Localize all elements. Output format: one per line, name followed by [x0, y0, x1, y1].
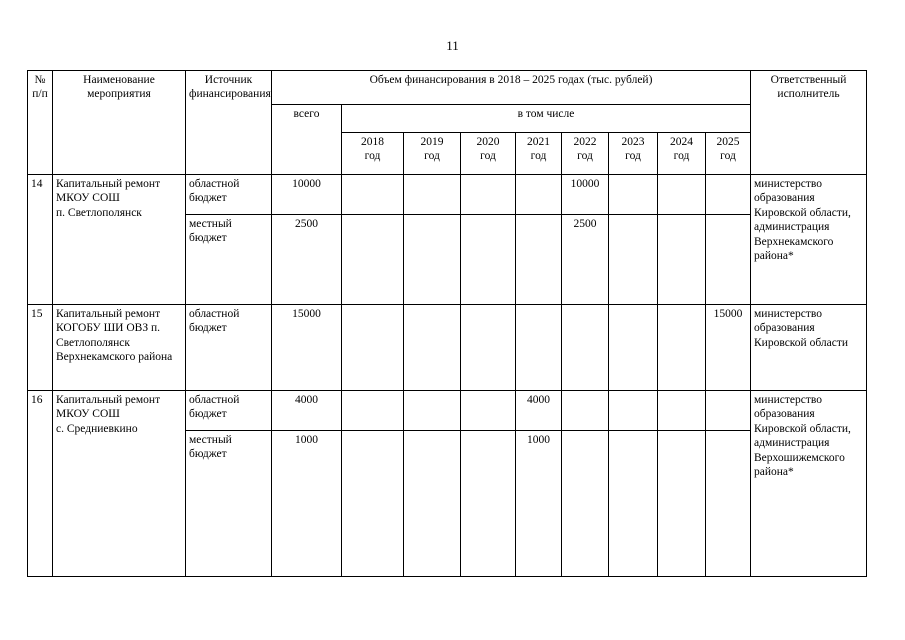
total-amount: 10000	[272, 175, 342, 215]
year-amount	[461, 431, 516, 577]
header-year: 2024 год	[658, 133, 706, 175]
header-num: № п/п	[28, 71, 53, 175]
event-name: Капитальный ремонт МКОУ СОШ п. Светлополянск	[53, 175, 186, 305]
total-amount: 2500	[272, 215, 342, 305]
header-year: 2021 год	[516, 133, 562, 175]
funding-source: местный бюджет	[186, 431, 272, 577]
funding-source: областной бюджет	[186, 305, 272, 391]
year-amount	[609, 215, 658, 305]
year-amount: 1000	[516, 431, 562, 577]
year-amount	[658, 175, 706, 215]
row-number: 14	[28, 175, 53, 305]
row-number: 16	[28, 391, 53, 577]
total-amount: 4000	[272, 391, 342, 431]
header-total: всего	[272, 105, 342, 175]
funding-source: областной бюджет	[186, 391, 272, 431]
financing-table	[27, 70, 867, 577]
year-amount	[516, 215, 562, 305]
year-amount	[658, 305, 706, 391]
year-amount	[706, 215, 751, 305]
header-volume: Объем финансирования в 2018 – 2025 годах (тыс. рублей)	[272, 71, 751, 105]
funding-source: местный бюджет	[186, 215, 272, 305]
year-amount	[342, 391, 404, 431]
header-name: Наименование мероприятия	[53, 71, 186, 175]
row-number: 15	[28, 305, 53, 391]
year-amount: 2500	[562, 215, 609, 305]
header-year: 2019 год	[404, 133, 461, 175]
header-year: 2020 год	[461, 133, 516, 175]
total-amount: 1000	[272, 431, 342, 577]
year-amount	[342, 215, 404, 305]
year-amount	[609, 175, 658, 215]
year-amount	[516, 175, 562, 215]
year-amount	[404, 305, 461, 391]
total-amount: 15000	[272, 305, 342, 391]
year-amount	[706, 391, 751, 431]
responsible-executor: министерство образования Кировской области, администрация Верхнекамского района*	[751, 175, 867, 305]
year-amount	[404, 215, 461, 305]
year-amount	[461, 175, 516, 215]
table-row	[28, 175, 867, 215]
year-amount	[461, 305, 516, 391]
header-responsible: Ответственный исполнитель	[751, 71, 867, 175]
year-amount	[404, 431, 461, 577]
year-amount	[342, 305, 404, 391]
year-amount	[658, 215, 706, 305]
year-amount	[516, 305, 562, 391]
year-amount	[706, 175, 751, 215]
event-name: Капитальный ремонт МКОУ СОШ с. Средниевкино	[53, 391, 186, 577]
year-amount: 10000	[562, 175, 609, 215]
responsible-executor: министерство образования Кировской области	[751, 305, 867, 391]
year-amount	[562, 305, 609, 391]
table-row	[28, 305, 867, 391]
year-amount	[706, 431, 751, 577]
year-amount	[609, 305, 658, 391]
header-year: 2018 год	[342, 133, 404, 175]
year-amount: 4000	[516, 391, 562, 431]
year-amount: 15000	[706, 305, 751, 391]
year-amount	[562, 391, 609, 431]
year-amount	[658, 391, 706, 431]
year-amount	[404, 391, 461, 431]
year-amount	[342, 175, 404, 215]
header-year: 2023 год	[609, 133, 658, 175]
funding-source: областной бюджет	[186, 175, 272, 215]
year-amount	[461, 215, 516, 305]
year-amount	[609, 391, 658, 431]
year-amount	[562, 431, 609, 577]
responsible-executor: министерство образования Кировской области, администрация Верхошижемского района*	[751, 391, 867, 577]
year-amount	[404, 175, 461, 215]
event-name: Капитальный ремонт КОГОБУ ШИ ОВЗ п. Светлополянск Верхнекамского района	[53, 305, 186, 391]
year-amount	[658, 431, 706, 577]
header-including: в том числе	[342, 105, 751, 133]
table-row	[28, 391, 867, 431]
page-number: 11	[446, 38, 459, 53]
year-amount	[609, 431, 658, 577]
header-source: Источник финансирования	[186, 71, 272, 175]
header-year: 2022 год	[562, 133, 609, 175]
year-amount	[461, 391, 516, 431]
year-amount	[342, 431, 404, 577]
header-year: 2025 год	[706, 133, 751, 175]
